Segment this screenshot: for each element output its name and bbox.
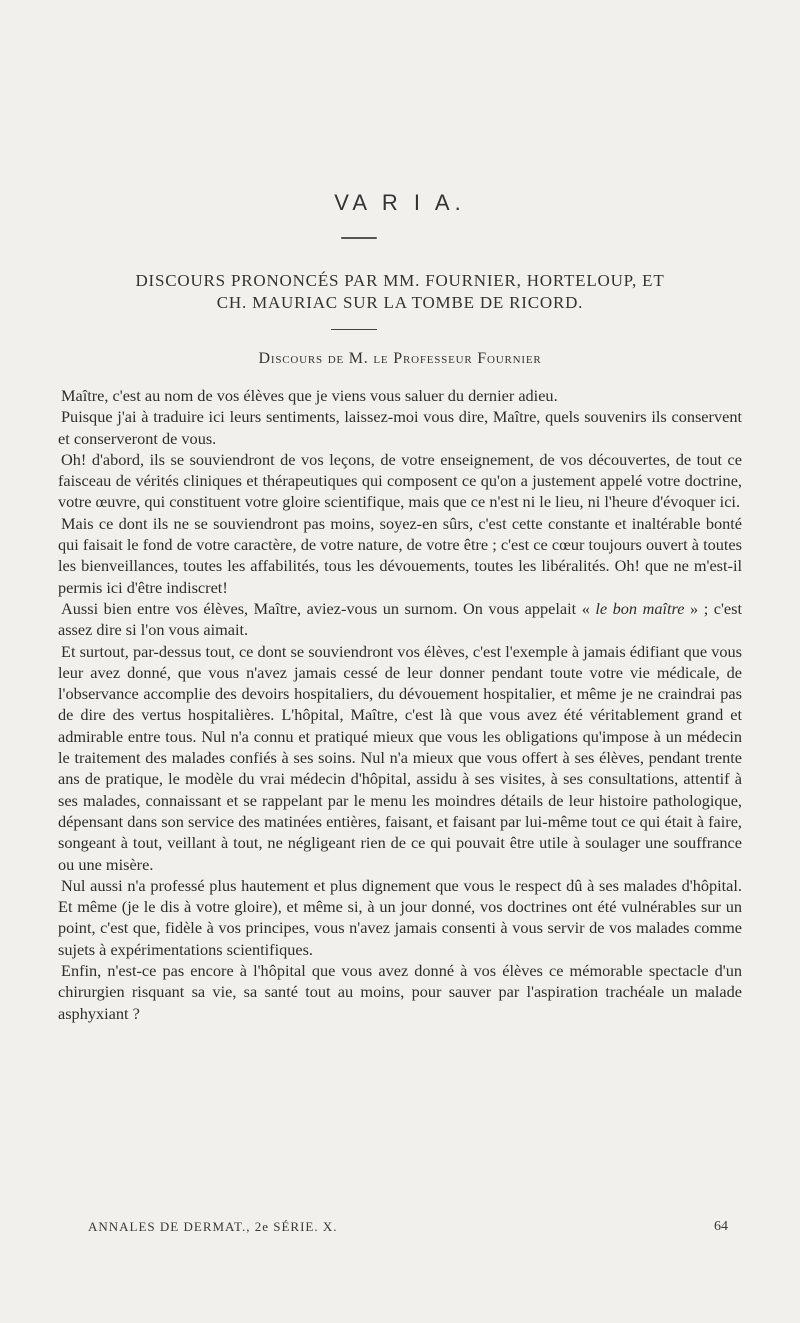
article-title-line-1: DISCOURS PRONONCÉS PAR MM. FOURNIER, HORTELOUP, ET: [135, 271, 665, 290]
article-body: [58, 385, 742, 1024]
section-title: VA R I A.: [334, 190, 466, 215]
title-divider: [331, 329, 377, 330]
paragraph: Mais ce dont ils ne se souviendront pas moins, soyez-en sûrs, c'est cette constante et inaltérable bonté qui faisait le fond de votre caractère, de votre nature, de votre être ; c'est ce cœur toujours ouvert à toutes les bienveillances, toutes les affabilités, tous les dévouements, toutes les libéralités. Oh! que ne m'est-il permis ici d'être indiscret!: [58, 513, 742, 597]
nickname-italic: le bon maître: [595, 598, 685, 618]
paragraph: Maître, c'est au nom de vos élèves que je viens vous saluer du dernier adieu.: [61, 386, 558, 405]
paragraph: Puisque j'ai à traduire ici leurs sentiments, laissez-moi vous dire, Maître, quels souvenirs ils conservent et conserveront de vous.: [58, 407, 742, 448]
paragraph: Nul aussi n'a professé plus hautement et plus dignement que vous le respect dû à ses malades d'hôpital. Et même (je le dis à votre gloire), et même si, à un jour donné, vos doctrines ont été vulnérables sur un point, c'est que, fidèle à vos principes, vous n'avez jamais consenti à vous servir de vos malades comme sujets à expérimentations scientifiques.: [58, 875, 742, 959]
paragraph-text: Aussi bien entre vos élèves, Maître, aviez-vous un surnom. On vous appelait «: [61, 598, 596, 618]
paragraph: Et surtout, par-dessus tout, ce dont se souviendront vos élèves, c'est l'exemple à jamais édifiant que vous leur avez donné, que vous n'avez jamais cessé de leur donner pendant toute votre vie médicale, de l'observance accomplie des devoirs hospitaliers, du dévouement hospitalier, et même je ne craindrai pas de dire des vertus hospitalières. L'hôpital, Maître, c'est là que vous avez été véritablement grand et admirable entre tous. Nul n'a connu et pratiqué mieux que vous les obligations qu'impose à un médecin le traitement des malades confiés à ses soins. Nul n'a mieux que vous offert à ses élèves, pendant trente ans de pratique, le modèle du vrai médecin d'hôpital, assidu à ses visites, à ses consultations, attentif à ses malades, connaissant et se rappelant par le menu les moindres détails de leur histoire pathologique, dépensant dans son service des matinées entières, faisant, et faisant par lui-même tout ce qui était à faire, songeant à tout, veillant à tout, ne négligeant rien de ce qui pouvait être utile à soulager une souffrance ou une misère.: [58, 641, 742, 874]
journal-reference: ANNALES DE DERMAT., 2e SÉRIE. X.: [88, 1219, 338, 1234]
speech-subtitle: Discours de M. le Professeur Fournier: [258, 350, 542, 367]
paragraph: Oh! d'abord, ils se souviendront de vos leçons, de votre enseignement, de vos découvertes, de tout ce faisceau de vérités cliniques et thérapeutiques qui composent ce qu'on a justement appelé votre doctrine, votre œuvre, qui constituent votre gloire scientifique, mais que ce n'est ni le lieu, ni l'heure d'évoquer ici.: [58, 449, 742, 512]
paragraph: Enfin, n'est-ce pas encore à l'hôpital que vous avez donné à vos élèves ce mémorable spectacle d'un chirurgien risquant sa vie, sa santé tout au moins, pour sauver par l'aspiration trachéale un malade asphyxiant ?: [58, 961, 742, 1023]
paragraph-text: » ; c'est assez dire si l'on vous aimait.: [58, 598, 743, 640]
article-title-line-2: CH. MAURIAC SUR LA TOMBE DE RICORD.: [216, 293, 584, 312]
title-ornament: [341, 237, 377, 239]
paragraph-nickname: [58, 598, 742, 641]
article-title: [60, 270, 740, 314]
page-number: 64: [714, 1219, 728, 1234]
